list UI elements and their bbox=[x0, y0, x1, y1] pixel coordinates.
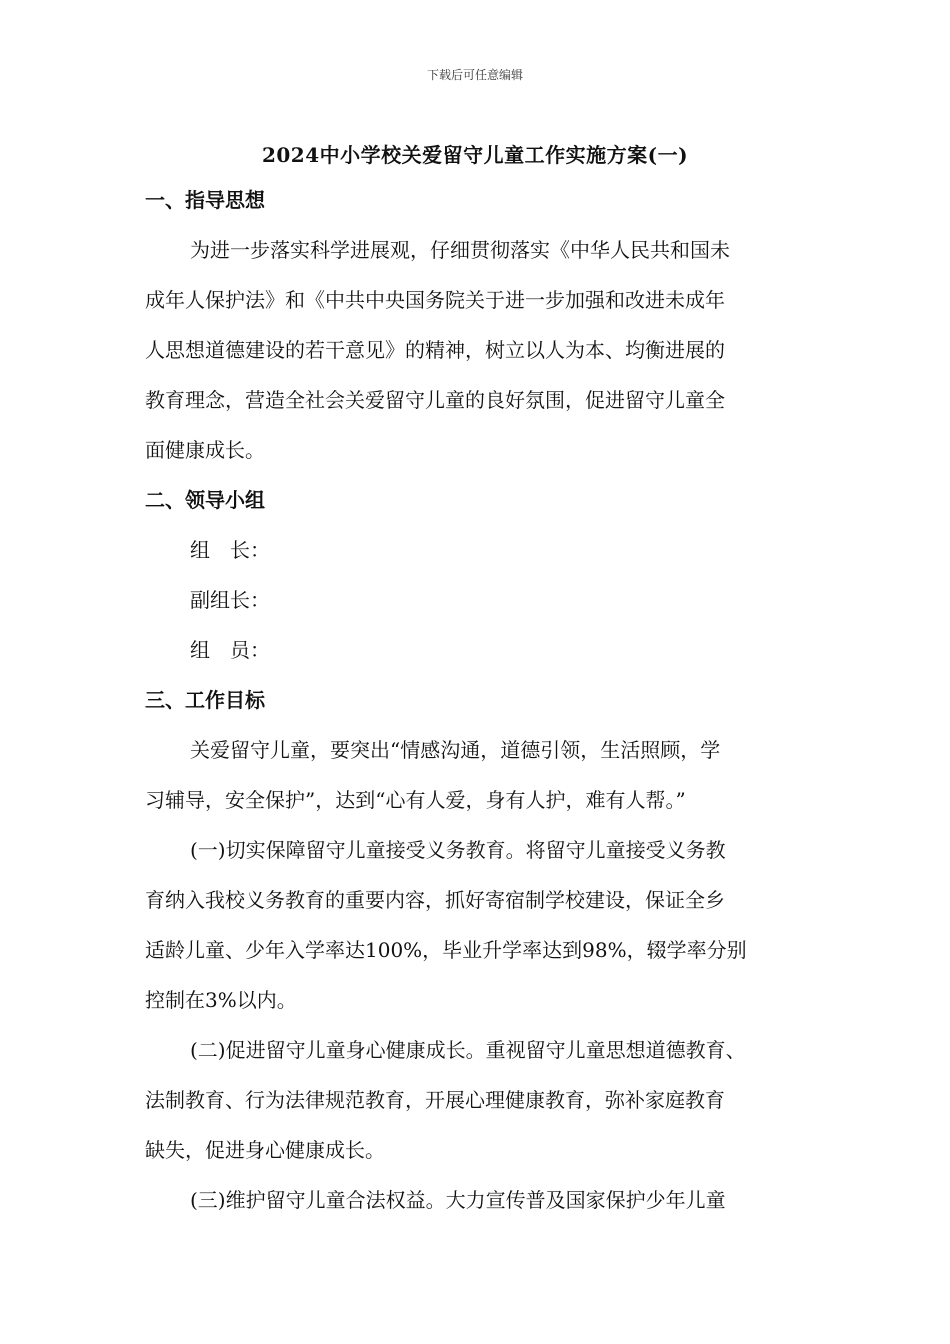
section-heading-guiding-ideology: 一、指导思想 bbox=[145, 188, 265, 212]
paragraph-line: 适龄儿童、少年入学率达100%，毕业升学率达到98%，辍学率分别 bbox=[145, 938, 747, 962]
deputy-leader-label: 副组长： bbox=[190, 588, 270, 612]
paragraph-line: 控制在3%以内。 bbox=[145, 988, 297, 1012]
paragraph-line: 面健康成长。 bbox=[145, 438, 265, 462]
paragraph-line: 关爱留守儿童，要突出“情感沟通，道德引领，生活照顾，学 bbox=[190, 738, 721, 762]
paragraph-line: (二)促进留守儿童身心健康成长。重视留守儿童思想道德教育、 bbox=[190, 1038, 746, 1062]
paragraph-line: 教育理念，营造全社会关爱留守儿童的良好氛围，促进留守儿童全 bbox=[145, 388, 725, 412]
paragraph-line: 成年人保护法》和《中共中央国务院关于进一步加强和改进未成年 bbox=[145, 288, 725, 312]
section-heading-work-goals: 三、工作目标 bbox=[145, 688, 265, 712]
paragraph-line: (三)维护留守儿童合法权益。大力宣传普及国家保护少年儿童 bbox=[190, 1188, 726, 1212]
paragraph-line: 法制教育、行为法律规范教育，开展心理健康教育，弥补家庭教育 bbox=[145, 1088, 725, 1112]
page-header-note: 下载后可任意编辑 bbox=[426, 68, 523, 82]
paragraph-line: 为进一步落实科学进展观，仔细贯彻落实《中华人民共和国未 bbox=[190, 238, 730, 262]
paragraph-line: 习辅导，安全保护”，达到“心有人爱，身有人护，难有人帮。” bbox=[145, 788, 686, 812]
section-heading-leadership-group: 二、领导小组 bbox=[145, 488, 265, 512]
group-member-label: 组 员： bbox=[190, 638, 270, 662]
paragraph-line: 缺失，促进身心健康成长。 bbox=[145, 1138, 385, 1162]
paragraph-line: 人思想道德建设的若干意见》的精神，树立以人为本、均衡进展的 bbox=[145, 338, 725, 362]
paragraph-line: 育纳入我校义务教育的重要内容，抓好寄宿制学校建设，保证全乡 bbox=[145, 888, 725, 912]
document-title: 2024中小学校关爱留守儿童工作实施方案(一) bbox=[261, 143, 689, 167]
paragraph-line: (一)切实保障留守儿童接受义务教育。将留守儿童接受义务教 bbox=[190, 838, 726, 862]
group-leader-label: 组 长： bbox=[190, 538, 270, 562]
